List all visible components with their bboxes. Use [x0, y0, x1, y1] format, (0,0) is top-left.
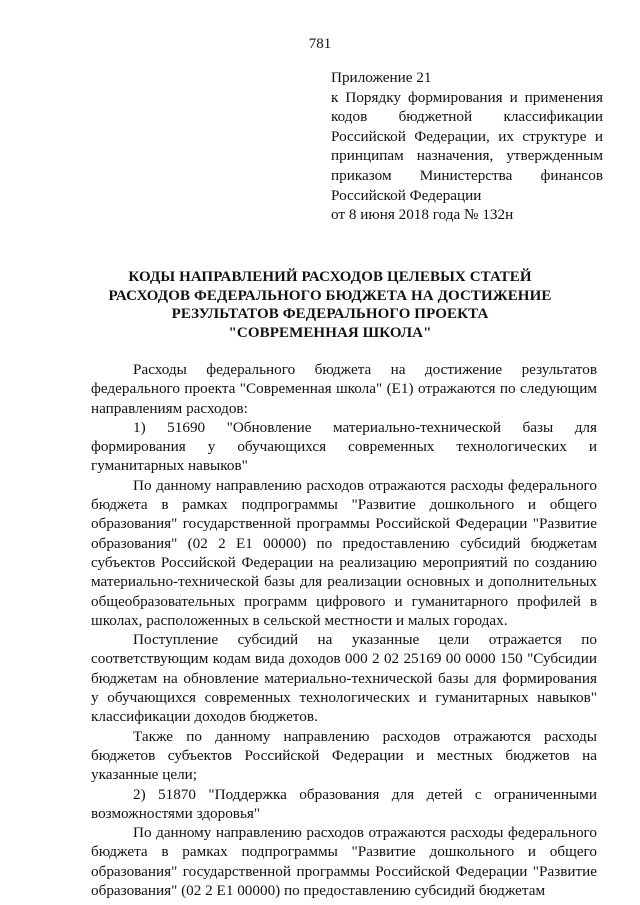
paragraph-intro: Расходы федерального бюджета на достижение результатов федерального проекта "Современная школа" (Е1) отражаются по следующим направлениям расходов: [91, 361, 597, 417]
heading-line-1: КОДЫ НАПРАВЛЕНИЙ РАСХОДОВ ЦЕЛЕВЫХ СТАТЕЙ [128, 269, 532, 285]
appendix-title: Приложение 21 [331, 69, 432, 86]
appendix-date: от 8 июня 2018 года № 132н [331, 206, 514, 224]
page-number: 781 [308, 36, 332, 52]
paragraph-item-1-also: Также по данному направлению расходов отражаются расходы бюджетов субъектов Российской Федерации и местных бюджетов на указанные цели; [91, 727, 597, 784]
heading-line-2: РАСХОДОВ ФЕДЕРАЛЬНОГО БЮДЖЕТА НА ДОСТИЖЕНИЕ [108, 287, 552, 304]
paragraph-item-1-description: По данному направлению расходов отражаются расходы федерального бюджета в рамках подпрограммы "Развитие дошкольного и общего образования" государственной программы Российской Федерации "Развитие образования" (02 2 Е1 00000) по предоставлению субсидий бюджетам субъектов Российской Федерации на реализацию мероприятий по созданию материально-технической базы для реализации основных и дополнительных общеобразовательных программ цифрового и гуманитарного профилей в школах, расположенных в сельской местности и малых городах. [91, 476, 597, 629]
heading-line-3: РЕЗУЛЬТАТОВ ФЕДЕРАЛЬНОГО ПРОЕКТА [171, 306, 489, 323]
document-heading [70, 268, 590, 342]
appendix-body: к Порядку формирования и применения кодов бюджетной классификации Российской Федерации, их структуре и принципам назначения, утвержденным приказом Министерства финансов Российской Федерации [331, 88, 603, 204]
paragraph-item-2-description: По данному направлению расходов отражаются расходы федерального бюджета в рамках подпрограммы "Развитие дошкольного и общего образования" государственной программы Российской Федерации "Развитие образования" (02 2 Е1 00000) по предоставлению субсидий бюджетам [91, 824, 597, 900]
paragraph-item-2-title: 2) 51870 "Поддержка образования для детей с ограниченными возможностями здоровья" [91, 785, 597, 822]
paragraph-item-1-title: 1) 51690 "Обновление материально-технической базы для формирования у обучающихся современных технологических и гуманитарных навыков" [91, 418, 597, 475]
heading-line-4: "СОВРЕМЕННАЯ ШКОЛА" [228, 324, 432, 341]
document-body [91, 360, 597, 900]
appendix-block [331, 68, 603, 225]
paragraph-item-1-revenue: Поступление субсидий на указанные цели отражается по соответствующим кодам вида доходов 000 2 02 25169 00 0000 150 "Субсидии бюджетам на обновление материально-технической базы для формирования у обучающихся современных технологических и гуманитарных навыков" классификации доходов бюджетов. [91, 631, 597, 726]
